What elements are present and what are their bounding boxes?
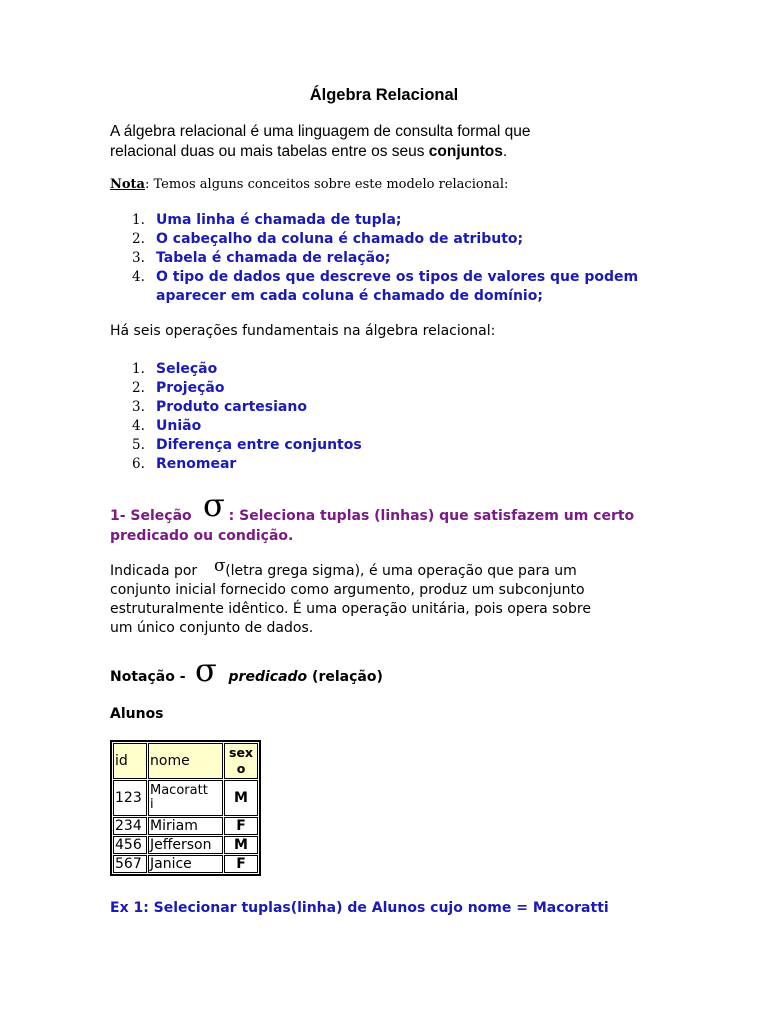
operations-list <box>132 360 362 474</box>
list-number: 2. <box>132 380 145 396</box>
cell-id: 123 <box>113 780 147 816</box>
table-caption: Alunos <box>110 706 164 722</box>
list-number: 3. <box>132 399 145 415</box>
list-item-text: Uma linha é chamada de tupla; <box>156 212 402 228</box>
header-sexo <box>224 743 258 779</box>
list-number: 1. <box>132 361 145 377</box>
description-suffix: (letra grega sigma), é uma operação que para um <box>225 563 577 579</box>
alunos-table <box>110 740 261 876</box>
table-row <box>113 855 258 873</box>
cell-nome-part-2: i <box>150 797 154 812</box>
cell-sexo: M <box>224 780 258 816</box>
section-heading-line-1 <box>110 506 634 526</box>
list-item <box>132 360 362 379</box>
page-title: Álgebra Relacional <box>309 86 459 104</box>
list-item-text: Tabela é chamada de relação; <box>156 250 391 266</box>
description-line-2: conjunto inicial fornecido como argumento, produz um subconjunto <box>110 582 585 598</box>
list-number: 1. <box>132 212 145 228</box>
list-item-text: O cabeçalho da coluna é chamado de atributo; <box>156 231 524 247</box>
sigma-symbol-small: σ <box>214 556 226 576</box>
section-heading-suffix: : Seleciona tuplas (linhas) que satisfazem um certo <box>228 508 635 524</box>
list-item-text: O tipo de dados que descreve os tipos de valores que podem <box>156 269 639 285</box>
sigma-symbol: σ <box>203 486 225 524</box>
notation-relation: (relação) <box>312 669 383 685</box>
list-number: 6. <box>132 456 145 472</box>
nota-paragraph <box>110 177 508 192</box>
list-item <box>132 230 638 249</box>
header-nome: nome <box>148 743 223 779</box>
intro-line-2 <box>110 142 530 162</box>
list-item <box>132 455 362 474</box>
list-number: 4. <box>132 418 145 434</box>
list-item-text: União <box>156 418 202 434</box>
list-item-text: Produto cartesiano <box>156 399 307 415</box>
header-sexo-part-1: sex <box>229 745 253 760</box>
description-line-3: estruturalmente idêntico. É uma operação unitária, pois opera sobre <box>110 601 591 617</box>
list-item-text: Projeção <box>156 380 225 396</box>
cell-id: 234 <box>113 817 147 835</box>
cell-id: 567 <box>113 855 147 873</box>
cell-nome: Miriam <box>148 817 223 835</box>
intro-line-1: A álgebra relacional é uma linguagem de consulta formal que <box>110 123 531 140</box>
nota-label: Nota <box>110 177 145 192</box>
cell-id: 456 <box>113 836 147 854</box>
list-item <box>132 268 639 306</box>
cell-nome-part-1: Macoratt <box>150 783 208 798</box>
intro-paragraph <box>110 122 530 162</box>
concepts-list <box>132 211 639 306</box>
list-item <box>132 379 362 398</box>
operations-intro: Há seis operações fundamentais na álgebra relacional: <box>110 323 496 339</box>
cell-nome: Jefferson <box>148 836 223 854</box>
list-item <box>132 417 362 436</box>
cell-nome: Janice <box>148 855 223 873</box>
intro-line-2-text: relacional duas ou mais tabelas entre os seus <box>110 143 429 160</box>
list-item <box>132 249 638 268</box>
notation-line <box>110 669 383 685</box>
list-item <box>132 398 362 417</box>
list-number: 3. <box>132 250 145 266</box>
nota-text: : Temos alguns conceitos sobre este modelo relacional: <box>144 177 509 192</box>
header-id: id <box>113 743 147 779</box>
sigma-symbol-notation: σ <box>195 651 217 689</box>
list-number: 5. <box>132 437 145 453</box>
cell-sexo: F <box>224 817 258 835</box>
table-row <box>113 836 258 854</box>
description-line-4: um único conjunto de dados. <box>110 620 314 636</box>
cell-sexo: M <box>224 836 258 854</box>
table-row <box>113 780 258 816</box>
list-item-text: Seleção <box>156 361 218 377</box>
example-heading: Ex 1: Selecionar tuplas(linha) de Alunos cujo nome = Macoratti <box>110 900 609 916</box>
table-header-row <box>113 743 258 779</box>
cell-nome <box>148 780 223 816</box>
description-prefix: Indicada por <box>110 563 198 579</box>
intro-period: . <box>502 143 508 160</box>
notation-predicate: predicado <box>228 669 308 685</box>
list-item <box>132 211 638 230</box>
list-number: 2. <box>132 231 145 247</box>
header-sexo-part-2: o <box>236 761 246 776</box>
intro-bold-word: conjuntos <box>428 143 503 160</box>
list-item-text: Renomear <box>156 456 237 472</box>
section-heading-prefix: 1- Seleção <box>110 508 192 524</box>
table-row <box>113 817 258 835</box>
list-item <box>132 436 362 455</box>
notation-prefix: Notação - <box>110 669 186 685</box>
description-line-1 <box>110 562 591 581</box>
section-heading-selecao <box>110 506 634 546</box>
description-paragraph <box>110 562 591 638</box>
list-item-text: Diferença entre conjuntos <box>156 437 362 453</box>
list-item-text-continued: aparecer em cada coluna é chamado de domínio; <box>156 288 543 304</box>
cell-sexo: F <box>224 855 258 873</box>
list-number: 4. <box>132 269 145 285</box>
section-heading-line-2: predicado ou condição. <box>110 528 294 544</box>
